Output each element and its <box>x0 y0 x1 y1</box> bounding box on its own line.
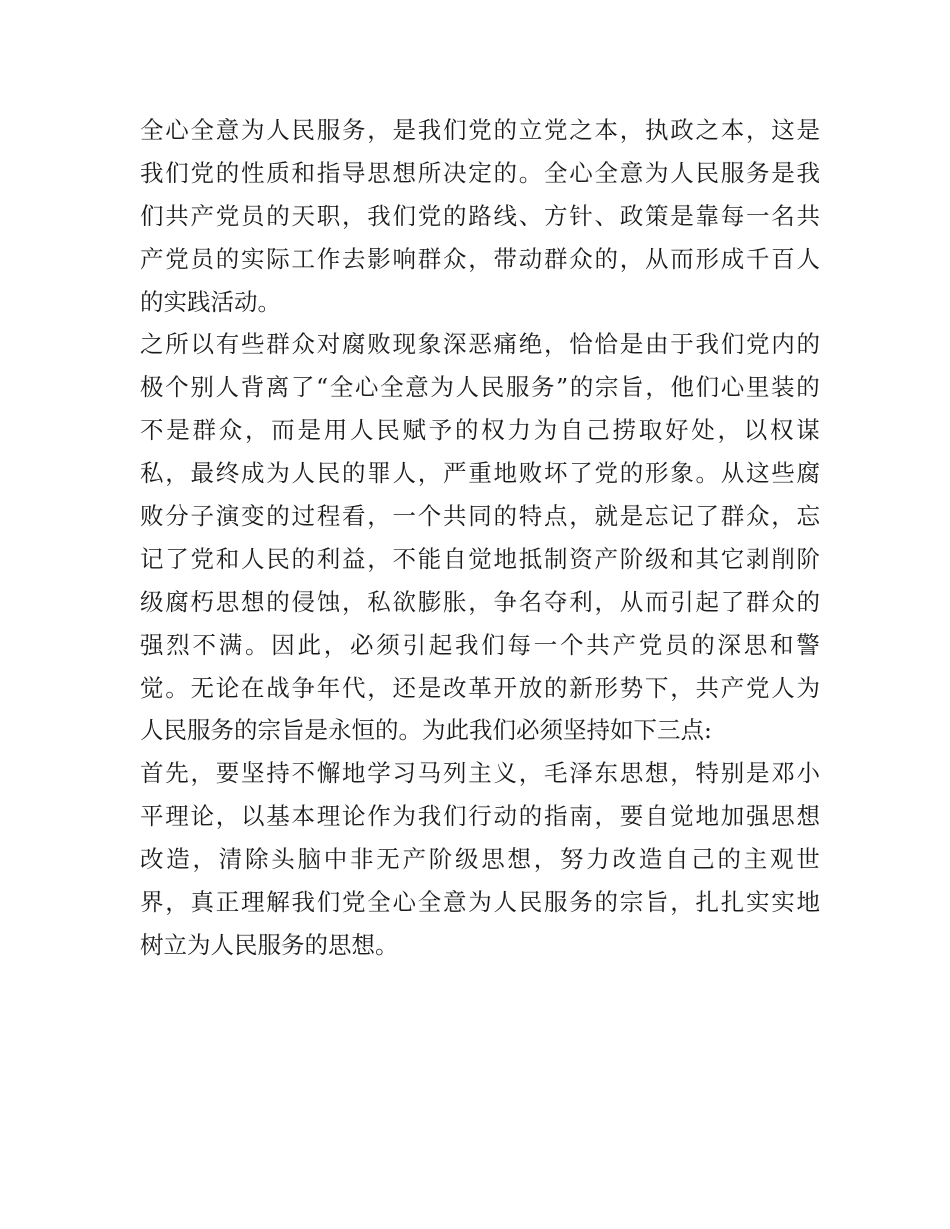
text-line: 不 是 群 众 ， 而 是 用 人 民 赋 予 的 权 力 为 自 己 捞 取 好 处 ， 以 权 谋 <box>140 416 820 445</box>
text-line: 平 理 论 ， 以 基 本 理 论 作 为 我 们 行 动 的 指 南 ， 要 自 觉 地 加 强 思 想 <box>140 802 820 831</box>
text-line: 觉 。 无 论 在 战 争 年 代 ， 还 是 改 革 开 放 的 新 形 势 下 ， 共 产 党 人 为 <box>140 673 820 702</box>
paragraph-1 <box>140 109 820 323</box>
text-line: 首 先 ， 要 坚 持 不 懈 地 学 习 马 列 主 义 ， 毛 泽 东 思 想 ， 特 别 是 邓 小 <box>140 759 820 788</box>
text-line: 产 党 员 的 实 际 工 作 去 影 响 群 众 ， 带 动 群 众 的 ， 从 而 形 成 千 百 人 <box>140 244 820 273</box>
document-body <box>140 109 820 967</box>
text-line: 人民服务的宗旨是永恒的。为此我们必须坚持如下三点: <box>140 716 712 745</box>
text-line: 记 了 党 和 人 民 的 利 益 ， 不 能 自 觉 地 抵 制 资 产 阶 级 和 其 它 剥 削 阶 <box>140 544 820 573</box>
text-line: 全 心 全 意 为 人 民 服 务 ， 是 我 们 党 的 立 党 之 本 ， 执 政 之 本 ， 这 是 <box>140 116 820 144</box>
paragraph-2 <box>140 323 820 752</box>
text-line: 极 个 别 人 背 离 了 “ 全 心 全 意 为 人 民 服 务 ” 的 宗 旨 ， 他 们 心 里 装 的 <box>140 373 820 402</box>
paragraph-3 <box>140 752 820 966</box>
text-line: 之 所 以 有 些 群 众 对 腐 败 现 象 深 恶 痛 绝 ， 恰 恰 是 由 于 我 们 党 内 的 <box>140 330 820 359</box>
text-line: 私 ， 最 终 成 为 人 民 的 罪 人 ， 严 重 地 败 坏 了 党 的 形 象 。 从 这 些 腐 <box>140 459 820 488</box>
text-line: 改 造 ， 清 除 头 脑 中 非 无 产 阶 级 思 想 ， 努 力 改 造 自 己 的 主 观 世 <box>140 845 820 874</box>
text-line: 级 腐 朽 思 想 的 侵 蚀 ， 私 欲 膨 胀 ， 争 名 夺 利 ， 从 而 引 起 了 群 众 的 <box>140 587 820 616</box>
text-line: 树立为人民服务的思想。 <box>140 930 399 959</box>
text-line: 强 烈 不 满 。 因 此 ， 必 须 引 起 我 们 每 一 个 共 产 党 员 的 深 思 和 警 <box>140 630 820 659</box>
text-line: 我 们 党 的 性 质 和 指 导 思 想 所 决 定 的 。 全 心 全 意 为 人 民 服 务 是 我 <box>140 158 820 187</box>
text-line: 的实践活动。 <box>140 287 281 316</box>
text-line: 们 共 产 党 员 的 天 职 ， 我 们 党 的 路 线 、 方 针 、 政 策 是 靠 每 一 名 共 <box>140 201 820 230</box>
text-line: 界 ， 真 正 理 解 我 们 党 全 心 全 意 为 人 民 服 务 的 宗 旨 ， 扎 扎 实 实 地 <box>140 888 820 917</box>
text-line: 败 分 子 演 变 的 过 程 看 ， 一 个 共 同 的 特 点 ， 就 是 忘 记 了 群 众 ， 忘 <box>140 502 820 531</box>
